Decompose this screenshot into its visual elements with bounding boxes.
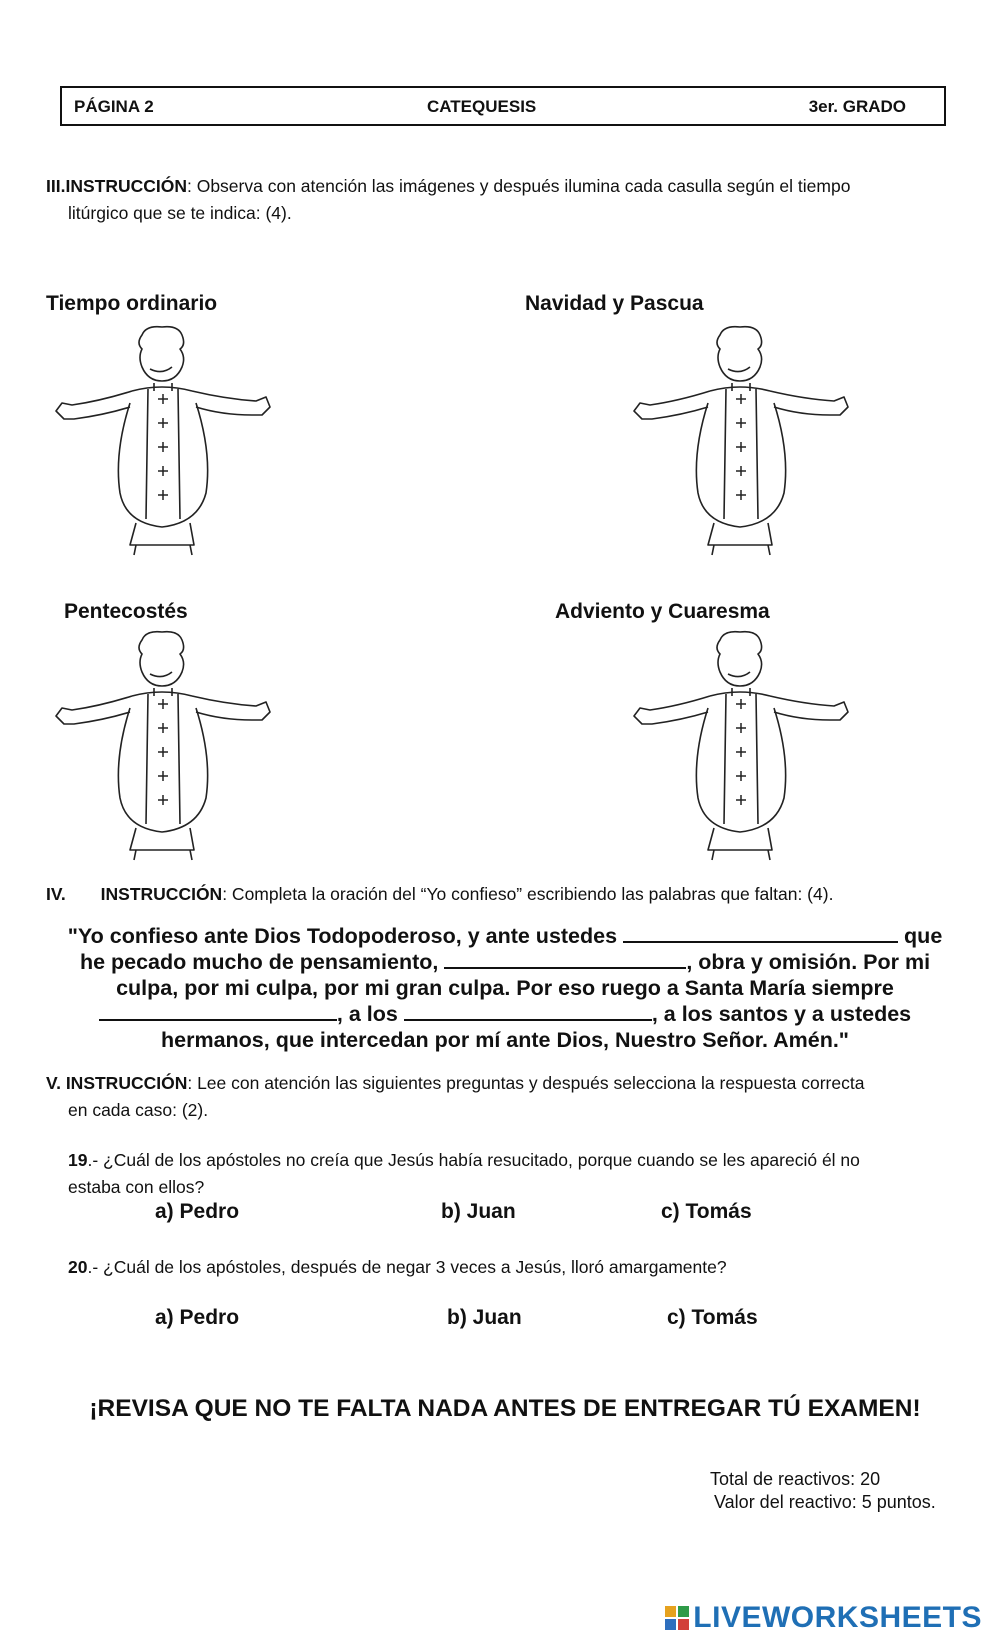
- liveworksheets-logo: [664, 1601, 982, 1635]
- page-number: PÁGINA 2: [74, 97, 154, 116]
- chasuble-drawing-pentecostes[interactable]: [50, 628, 275, 863]
- grade-label: 3er. GRADO: [808, 97, 906, 116]
- section-3-number: III.: [46, 176, 66, 196]
- section-3-text-2: litúrgico que se te indica: (4).: [68, 203, 292, 223]
- section-5-text-1: : Lee con atención las siguientes preguntas y después selecciona la respuesta correcta: [187, 1073, 865, 1093]
- prayer-line-4b: , a los santos y a ustedes: [651, 1002, 912, 1026]
- section-4-keyword: INSTRUCCIÓN: [100, 884, 223, 904]
- final-reminder: ¡REVISA QUE NO TE FALTA NADA ANTES DE ENTREGAR TÚ EXAMEN!: [89, 1395, 921, 1422]
- section-5-keyword: INSTRUCCIÓN: [65, 1073, 188, 1093]
- liveworksheets-text: LIVEWORKSHEETS: [693, 1601, 982, 1634]
- prayer-line-1b: que: [904, 924, 943, 948]
- prayer-line-2b: , obra y omisión. Por mi: [686, 950, 931, 974]
- section-4-text: : Completa la oración del “Yo confieso” escribiendo las palabras que faltan: (4).: [222, 884, 834, 904]
- liveworksheets-mark-icon: [664, 1605, 690, 1631]
- section-3-instruction: [46, 173, 976, 227]
- chasuble-drawing-navidad[interactable]: [628, 323, 853, 558]
- question-20: [68, 1254, 968, 1281]
- chasuble-drawing-ordinario[interactable]: [50, 323, 275, 558]
- prayer-line-2a: he pecado mucho de pensamiento,: [79, 950, 439, 974]
- section-3-keyword: INSTRUCCIÓN: [65, 176, 187, 196]
- section-5-number: V.: [46, 1073, 61, 1093]
- question-20-number: 20: [68, 1257, 88, 1277]
- prayer-blank-3[interactable]: [99, 1001, 337, 1021]
- section-5-text-2: en cada caso: (2).: [68, 1100, 209, 1120]
- q19-option-c[interactable]: c) Tomás: [661, 1200, 752, 1223]
- prayer-line-5: hermanos, que intercedan por mí ante Dios, Nuestro Señor. Amén.": [161, 1028, 849, 1052]
- label-tiempo-ordinario: Tiempo ordinario: [46, 292, 218, 315]
- q20-option-b[interactable]: b) Juan: [447, 1306, 522, 1329]
- section-4-number: IV.: [46, 884, 66, 904]
- totals-block: [710, 1468, 936, 1514]
- label-adviento-cuaresma: Adviento y Cuaresma: [555, 600, 770, 623]
- prayer-blank-1[interactable]: [623, 923, 898, 943]
- section-4-instruction: [46, 881, 976, 908]
- prayer-line-1a: "Yo confieso ante Dios Todopoderoso, y ante ustedes: [67, 924, 618, 948]
- q20-option-c[interactable]: c) Tomás: [667, 1306, 758, 1329]
- section-5-instruction: [46, 1070, 976, 1124]
- prayer-yo-confieso: [40, 923, 970, 1053]
- section-3-text-1: : Observa con atención las imágenes y después ilumina cada casulla según el tiempo: [186, 176, 851, 196]
- prayer-line-3: culpa, por mi culpa, por mi gran culpa. Por eso ruego a Santa María siempre: [116, 976, 894, 1000]
- question-19-text-1: .- ¿Cuál de los apóstoles no creía que Jesús había resucitado, porque cuando se les apareció él no: [87, 1150, 860, 1170]
- prayer-blank-2[interactable]: [444, 949, 686, 969]
- q20-option-a[interactable]: a) Pedro: [155, 1306, 240, 1329]
- label-navidad-pascua: Navidad y Pascua: [525, 292, 704, 315]
- question-19-text-2: estaba con ellos?: [68, 1177, 205, 1197]
- label-pentecostes: Pentecostés: [64, 600, 188, 623]
- question-19-number: 19: [68, 1150, 88, 1170]
- question-20-text: .- ¿Cuál de los apóstoles, después de negar 3 veces a Jesús, lloró amargamente?: [87, 1257, 727, 1277]
- question-19: [68, 1147, 968, 1201]
- total-items: Total de reactivos: 20: [710, 1469, 881, 1489]
- prayer-line-4a: , a los: [336, 1002, 398, 1026]
- item-value: Valor del reactivo: 5 puntos.: [714, 1492, 936, 1512]
- chasuble-drawing-adviento[interactable]: [628, 628, 853, 863]
- prayer-blank-4[interactable]: [404, 1001, 652, 1021]
- header-box: [60, 86, 946, 126]
- q19-option-a[interactable]: a) Pedro: [155, 1200, 240, 1223]
- subject-title: CATEQUESIS: [427, 97, 537, 116]
- q19-option-b[interactable]: b) Juan: [441, 1200, 516, 1223]
